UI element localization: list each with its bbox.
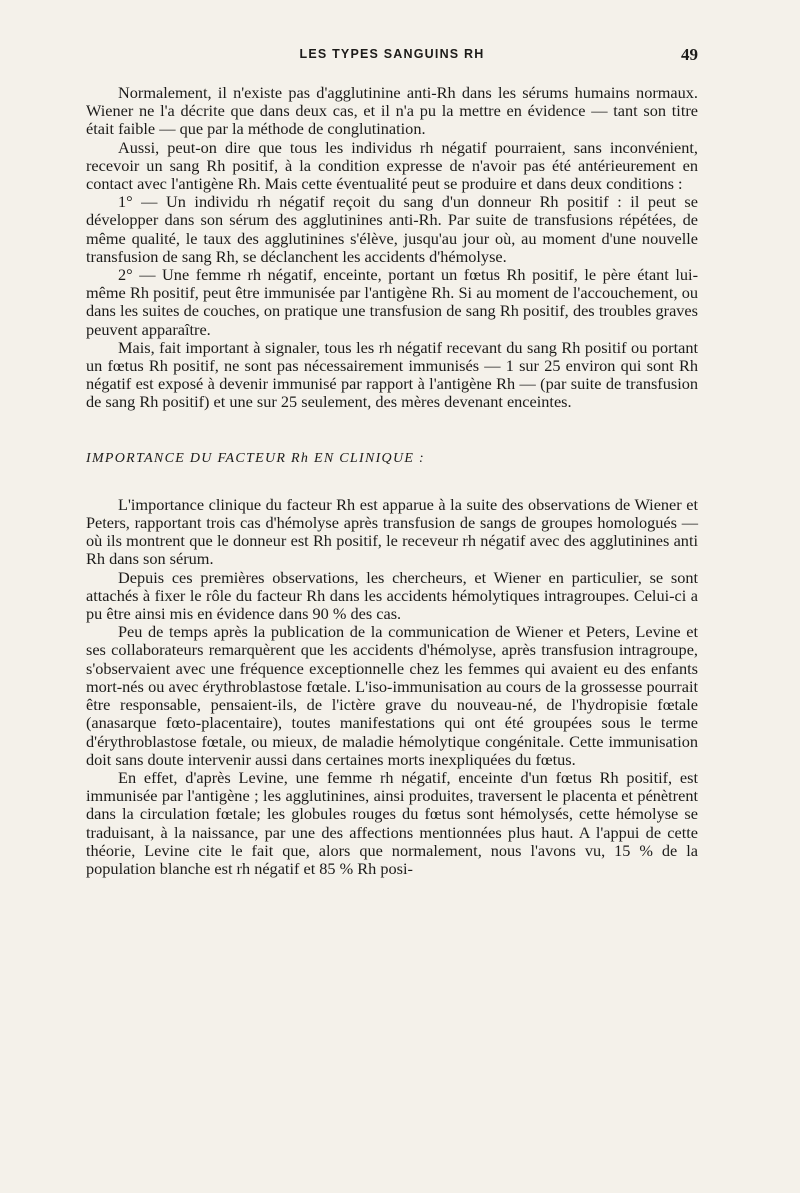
paragraph: Normalement, il n'existe pas d'agglutinine anti-Rh dans les sérums humains normaux. Wiener ne l'a décrite que dans deux cas, et il n'a pu la mettre en évidence — tant son titre était faible — que par la méthode de conglutination.	[86, 83, 698, 139]
page-number: 49	[681, 45, 698, 64]
paragraph: Peu de temps après la publication de la communication de Wiener et Peters, Levine et ses collaborateurs remarquèrent que les accidents d'hémolyse, après transfusion intragroupe, s'observaient avec une fréquence exceptionnelle chez les femmes qui avaient eu des enfants mort-nés ou avec érythroblastose fœtale. L'iso-immunisation au cours de la grossesse pourrait être responsable, pensaient-ils, de l'ictère grave du nouveau-né, de l'hydropisie fœtale (anasarque fœto-placentaire), toutes manifestations qui ont été groupées sous le terme d'érythroblastose fœtale, ou mieux, de maladie hémolytique congénitale. Cette immunisation doit sans doute intervenir aussi dans certaines morts inexpliquées du fœtus.	[86, 622, 698, 769]
running-head	[86, 45, 698, 67]
paragraph: En effet, d'après Levine, une femme rh négatif, enceinte d'un fœtus Rh positif, est immunisée par l'antigène ; les agglutinines, ainsi produites, traversent le placenta et pénètrent dans la circulation fœtale; les globules rouges du fœtus sont hémolysés, cette hémolyse se traduisant, à la naissance, par une des affections mentionnées plus haut. A l'appui de cette théorie, Levine cite le fait que, alors que normalement, nous l'avons vu, 15 % de la population blanche est rh négatif et 85 % Rh posi-	[86, 767, 698, 878]
paragraph: Depuis ces premières observations, les chercheurs, et Wiener en particulier, se sont attachés à fixer le rôle du facteur Rh dans les accidents hémolytiques intragroupes. Celui-ci a pu être ainsi mis en évidence dans 90 % des cas.	[86, 567, 698, 624]
paragraph: 1° — Un individu rh négatif reçoit du sang d'un donneur Rh positif : il peut se développer dans son sérum des agglutinines anti-Rh. Par suite de transfusions répétées, de même qualité, le taux des agglutinines s'élève, jusqu'au jour où, au moment d'une nouvelle transfusion de sang Rh, se déclanchent les accidents d'hémolyse.	[86, 192, 698, 266]
paragraph: 2° — Une femme rh négatif, enceinte, portant un fœtus Rh positif, le père étant lui-même Rh positif, peut être immunisée par l'antigène Rh. Si au moment de l'accouchement, ou dans les suites de couches, on pratique une transfusion de sang Rh positif, des troubles graves peuvent apparaître.	[86, 265, 698, 339]
body-text	[86, 84, 698, 878]
paragraph: Mais, fait important à signaler, tous les rh négatif recevant du sang Rh positif ou portant un fœtus Rh positif, ne sont pas nécessairement immunisés — 1 sur 25 environ qui sont Rh négatif est exposé à devenir immunisé par rapport à l'antigène Rh — (par suite de transfusion de sang Rh positif) et une sur 25 seulement, des mères devenant enceintes.	[86, 337, 698, 412]
section-heading: IMPORTANCE DU FACTEUR Rh EN CLINIQUE :	[86, 450, 425, 466]
paragraph: L'importance clinique du facteur Rh est apparue à la suite des observations de Wiener et Peters, rapportant trois cas d'hémolyse après transfusion de sangs de groupes homologués — où ils montrent que le donneur est Rh positif, le receveur rh négatif avec des agglutinines anti Rh dans son sérum.	[86, 494, 698, 569]
running-title: LES TYPES SANGUINS RH	[299, 47, 485, 61]
paragraph: Aussi, peut-on dire que tous les individus rh négatif pourraient, sans inconvénient, recevoir un sang Rh positif, à la condition expresse de n'avoir pas été antérieurement en contact avec l'antigène Rh. Mais cette éventualité peut se produire et dans deux conditions :	[86, 137, 698, 194]
